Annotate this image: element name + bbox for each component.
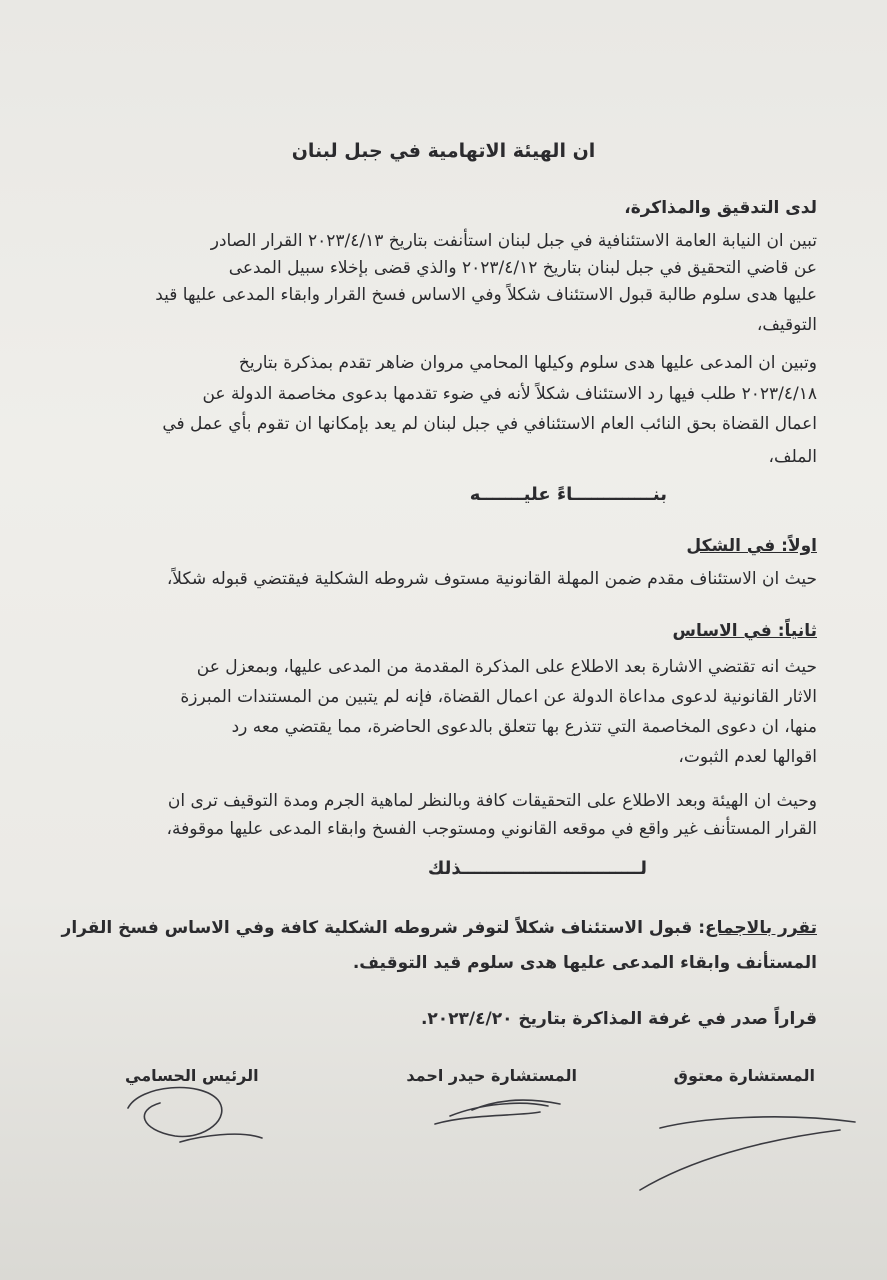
banner-therefore: لـــــــــــــــــــــــــــــذلك	[427, 858, 647, 879]
paragraph2-line: الملف،	[768, 447, 817, 467]
document-title: ان الهيئة الاتهامية في جبل لبنان	[291, 140, 596, 162]
paragraph2-line: وتبين ان المدعى عليها هدى سلوم وكيلها المحامي مروان ضاهر تقدم بمذكرة بتاريخ	[238, 353, 817, 373]
paragraph1-line: عليها هدى سلوم طالبة قبول الاستئناف شكلاً وفي الاساس فسخ القرار وابقاء المدعى عليها قيد	[155, 285, 817, 305]
section2-para2-line: القرار المستأنف غير واقع في موقعه القانوني ومستوجب الفسخ وابقاء المدعى عليها موقوفة،	[166, 819, 817, 839]
paragraph1-line: تبين ان النيابة العامة الاستئنافية في جبل لبنان استأنفت بتاريخ ٢٠٢٣/٤/١٣ القرار الصادر	[210, 231, 817, 251]
section1-heading: اولاً: في الشكل	[686, 536, 817, 556]
banner-basis: بنـــــــــــــاءً عليـــــــه	[469, 484, 667, 505]
paragraph1-line: عن قاضي التحقيق في جبل لبنان بتاريخ ٢٠٢٣/٤/١٢ والذي قضى بإخلاء سبيل المدعى	[228, 258, 817, 278]
section2-para1-line: الاثار القانونية لدعوى مداعاة الدولة عن اعمال القضاة، فإنه لم يتبين من المستندات المبرزة	[180, 687, 817, 707]
signature-middle	[435, 1100, 560, 1124]
section2-para2-line: وحيث ان الهيئة وبعد الاطلاع على التحقيقات كافة وبالنظر لماهية الجرم ومدة التوقيف ترى ان	[167, 791, 817, 811]
section2-para1-line: حيث انه تقتضي الاشارة بعد الاطلاع على المذكرة المقدمة من المدعى عليها، وبمعزل عن	[196, 657, 817, 677]
section2-para1-line: اقوالها لعدم الثبوت،	[678, 747, 817, 767]
signatory-right: المستشارة معتوق	[673, 1066, 815, 1085]
signatory-left: الرئيس الحسامي	[125, 1066, 259, 1085]
section1-text: حيث ان الاستئناف مقدم ضمن المهلة القانونية مستوف شروطه الشكلية فيقتضي قبوله شكلاً،	[166, 569, 817, 589]
paragraph2-line: ٢٠٢٣/٤/١٨ طلب فيها رد الاستئناف شكلاً لأنه في ضوء تقدمها بدعوى مخاصمة الدولة عن	[202, 384, 817, 404]
section2-heading: ثانياً: في الاساس	[672, 621, 817, 641]
section2-para1-line: منها، ان دعوى المخاصمة التي تتذرع بها تتعلق بالدعوى الحاضرة، مما يقتضي معه رد	[231, 717, 817, 737]
signature-right	[640, 1117, 855, 1190]
paragraph1-line: التوقيف،	[756, 315, 817, 335]
decision-label: تقرر بالاجماع	[705, 918, 817, 938]
signature-left	[128, 1088, 262, 1142]
paragraph2-line: اعمال القضاة بحق النائب العام الاستئنافي في جبل لبنان لم يعد بإمكانها ان تقوم بأي عمل في	[162, 414, 817, 434]
decision-text: : قبول الاستئناف شكلاً لتوفر شروطه الشكلية كافة وفي الاساس فسخ القرار	[61, 918, 706, 938]
signatory-middle: المستشارة حيدر احمد	[406, 1066, 577, 1085]
intro-line: لدى التدقيق والمذاكرة،	[624, 198, 817, 218]
issued-line: قراراً صدر في غرفة المذاكرة بتاريخ ٢٠٢٣/٤/٢٠.	[420, 1009, 817, 1029]
decision-line-2: المستأنف وابقاء المدعى عليها هدى سلوم قيد التوقيف.	[352, 953, 817, 973]
